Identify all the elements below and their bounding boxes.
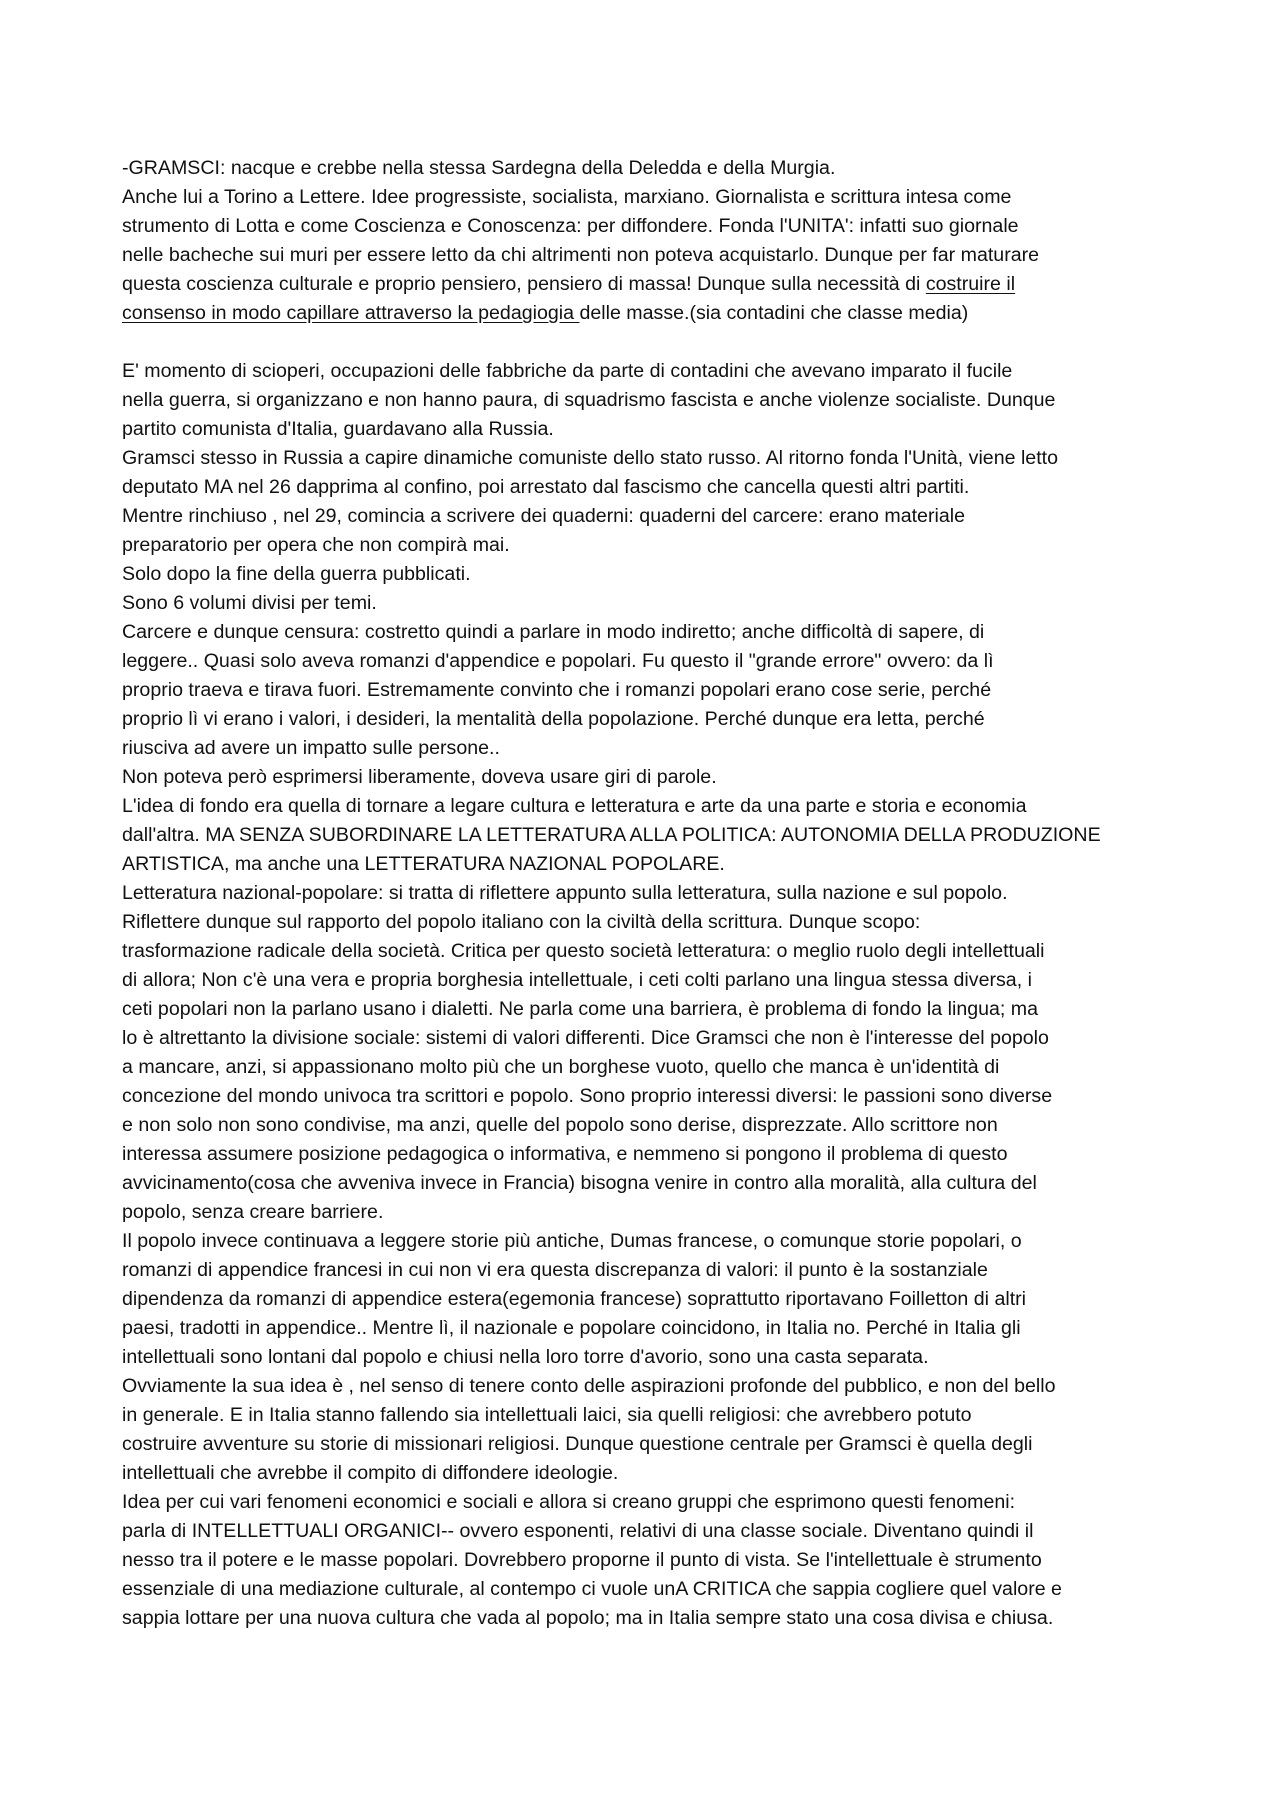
paragraph-line: strumento di Lotta e come Coscienza e Conoscenza: per diffondere. Fonda l'UNITA': infatti suo giornale	[122, 215, 1019, 237]
paragraph-line: concezione del mondo univoca tra scrittori e popolo. Sono proprio interessi diversi: le passioni sono diverse	[122, 1085, 1053, 1107]
paragraph-line: nesso tra il potere e le masse popolari. Dovrebbero proporne il punto di vista. Se l'intellettuale è strumento	[122, 1549, 1042, 1571]
paragraph-line: Mentre rinchiuso , nel 29, comincia a scrivere dei quaderni: quaderni del carcere: erano materiale	[122, 505, 965, 527]
paragraph-line: Carcere e dunque censura: costretto quindi a parlare in modo indiretto; anche difficoltà di sapere, di	[122, 621, 985, 643]
paragraph-line: nella guerra, si organizzano e non hanno paura, di squadrismo fascista e anche violenze socialiste. Dunque	[122, 389, 1056, 411]
paragraph-line: essenziale di una mediazione culturale, al contempo ci vuole unA CRITICA che sappia cogliere quel valore e	[122, 1578, 1062, 1600]
paragraph-line: Non poteva però esprimersi liberamente, doveva usare giri di parole.	[122, 766, 717, 788]
paragraph-line: costruire avventure su storie di missionari religiosi. Dunque questione centrale per Gramsci è quella degli	[122, 1433, 1033, 1455]
paragraph-line: Il popolo invece continuava a leggere storie più antiche, Dumas francese, o comunque storie popolari, o	[122, 1230, 1022, 1252]
underlined-text: il	[1000, 273, 1016, 295]
paragraph-line: paesi, tradotti in appendice.. Mentre lì, il nazionale e popolare coincidono, in Italia no. Perché in Italia gli	[122, 1317, 1021, 1339]
paragraph-line: riusciva ad avere un impatto sulle persone..	[122, 737, 500, 759]
paragraph-line	[122, 299, 1167, 328]
paragraph-line: popolo, senza creare barriere.	[122, 1201, 384, 1223]
paragraph-line: a mancare, anzi, si appassionano molto più che un borghese vuoto, quello che manca è un'identità di	[122, 1056, 1000, 1078]
paragraph-line: -GRAMSCI: nacque e crebbe nella stessa Sardegna della Deledda e della Murgia.	[122, 157, 836, 179]
paragraph-line: Anche lui a Torino a Lettere. Idee progressiste, socialista, marxiano. Giornalista e scrittura intesa come	[122, 186, 1012, 208]
paragraph-line: parla di INTELLETTUALI ORGANICI-- ovvero esponenti, relativi di una classe sociale. Diventano quindi il	[122, 1520, 1034, 1542]
paragraph-line: romanzi di appendice francesi in cui non vi era questa discrepanza di valori: il punto è la sostanziale	[122, 1259, 988, 1281]
paragraph-line: dipendenza da romanzi di appendice estera(egemonia francese) soprattutto riportavano Foilletton di altri	[122, 1288, 1027, 1310]
paragraph-line: ARTISTICA, ma anche una LETTERATURA NAZIONAL POPOLARE.	[122, 853, 725, 875]
paragraph-line: trasformazione radicale della società. Critica per questo società letteratura: o meglio ruolo degli intellettuali	[122, 940, 1045, 962]
paragraph-line: dall'altra. MA SENZA SUBORDINARE LA LETTERATURA ALLA POLITICA: AUTONOMIA DELLA PRODUZIONE	[122, 824, 1101, 846]
text-run: questa coscienza culturale e proprio pensiero, pensiero di massa! Dunque sulla necessità di	[122, 273, 926, 295]
paragraph-line: intellettuali sono lontani dal popolo e chiusi nella loro torre d'avorio, sono una casta separata.	[122, 1346, 929, 1368]
paragraph-line: ceti popolari non la parlano usano i dialetti. Ne parla come una barriera, è problema di fondo la lingua; ma	[122, 998, 1039, 1020]
paragraph-line: e non solo non sono condivise, ma anzi, quelle del popolo sono derise, disprezzate. Allo scrittore non	[122, 1114, 998, 1136]
paragraph-line: avvicinamento(cosa che avveniva invece in Francia) bisogna venire in contro alla moralità, alla cultura del	[122, 1172, 1037, 1194]
paragraph-line: Ovviamente la sua idea è , nel senso di tenere conto delle aspirazioni profonde del pubblico, e non del bello	[122, 1375, 1056, 1397]
paragraph-line: nelle bacheche sui muri per essere letto da chi altrimenti non poteva acquistarlo. Dunque per far maturare	[122, 244, 1040, 266]
paragraph-line	[122, 270, 1167, 299]
paragraph-line: di allora; Non c'è una vera e propria borghesia intellettuale, i ceti colti parlano una lingua stessa diversa, i	[122, 969, 1032, 991]
paragraph-line: Letteratura nazional-popolare: si tratta di riflettere appunto sulla letteratura, sulla nazione e sul popolo.	[122, 882, 1008, 904]
blank-line	[122, 328, 1167, 357]
paragraph-line: Sono 6 volumi divisi per temi.	[122, 592, 377, 614]
paragraph-line: Idea per cui vari fenomeni economici e sociali e allora si creano gruppi che esprimono questi fenomeni:	[122, 1491, 1016, 1513]
document-text	[122, 154, 1167, 1633]
paragraph-line: preparatorio per opera che non compirà mai.	[122, 534, 510, 556]
text-run: delle masse.(sia contadini che classe media)	[579, 302, 969, 324]
paragraph-line: proprio traeva e tirava fuori. Estremamente convinto che i romanzi popolari erano cose serie, perché	[122, 679, 992, 701]
paragraph-line: Gramsci stesso in Russia a capire dinamiche comuniste dello stato russo. Al ritorno fonda l'Unità, viene letto	[122, 447, 1058, 469]
paragraph-gramsci-intro	[122, 154, 1167, 270]
paragraph-line: proprio lì vi erano i valori, i desideri, la mentalità della popolazione. Perché dunque era letta, perché	[122, 708, 985, 730]
paragraph-line: sappia lottare per una nuova cultura che vada al popolo; ma in Italia sempre stato una cosa divisa e chiusa.	[122, 1607, 1054, 1629]
paragraph-line: leggere.. Quasi solo aveva romanzi d'appendice e popolari. Fu questo il "grande errore" ovvero: da lì	[122, 650, 994, 672]
paragraph-line: Riflettere dunque sul rapporto del popolo italiano con la civiltà della scrittura. Dunque scopo:	[122, 911, 921, 933]
underlined-text: consenso in modo capillare attraverso la pedagiogia	[122, 302, 580, 324]
paragraph-line: lo è altrettanto la divisione sociale: sistemi di valori differenti. Dice Gramsci che non è l'interesse del popolo	[122, 1027, 1049, 1049]
paragraph-line: Solo dopo la fine della guerra pubblicati.	[122, 563, 471, 585]
paragraph-line: interessa assumere posizione pedagogica o informativa, e nemmeno si pongono il problema di questo	[122, 1143, 1008, 1165]
paragraph-line: deputato MA nel 26 dapprima al confino, poi arrestato dal fascismo che cancella questi altri partiti.	[122, 476, 970, 498]
paragraph-line: L'idea di fondo era quella di tornare a legare cultura e letteratura e arte da una parte e storia e economia	[122, 795, 1027, 817]
paragraph-line: partito comunista d'Italia, guardavano alla Russia.	[122, 418, 554, 440]
paragraph-line: intellettuali che avrebbe il compito di diffondere ideologie.	[122, 1462, 619, 1484]
paragraph-line: E' momento di scioperi, occupazioni delle fabbriche da parte di contadini che avevano imparato il fucile	[122, 360, 1013, 382]
paragraph-body	[122, 357, 1167, 1633]
underlined-text: costruire	[925, 273, 1001, 295]
paragraph-line: in generale. E in Italia stanno fallendo sia intellettuali laici, sia quelli religiosi: che avrebbero potuto	[122, 1404, 972, 1426]
